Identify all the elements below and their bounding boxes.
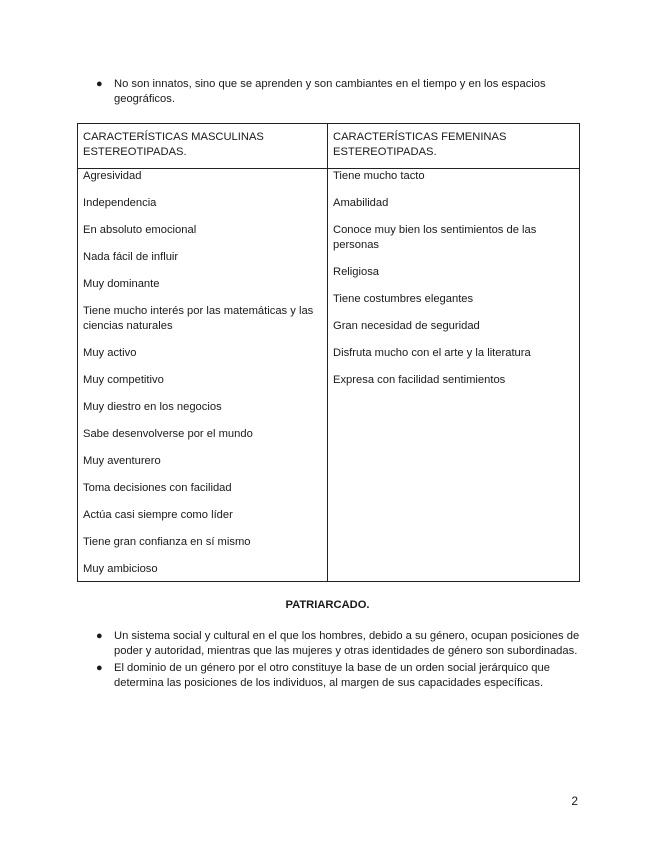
list-item: Independencia [83,197,157,209]
list-item: Sabe desenvolverse por el mundo [83,428,253,440]
stereotypes-table [77,123,580,582]
list-item: Muy aventurero [83,455,161,467]
table-header-row [78,124,580,169]
page-number: 2 [571,794,578,808]
masculine-list [83,169,322,577]
list-item: Expresa con facilidad sentimientos [333,374,506,386]
list-item: Tiene mucho interés por las matemáticas y las ciencias naturales [83,305,314,332]
bullet-text: El dominio de un género por el otro constituye la base de un orden social jerárquico que determina las posiciones de los individuos, al margen de sus capacidades específicas. [114,662,550,689]
list-item: Toma decisiones con facilidad [83,482,232,494]
list-item [96,629,586,659]
bullet-dot-icon: ● [96,78,103,90]
list-item: Muy dominante [83,278,160,290]
list-item: Religiosa [333,266,380,278]
list-item [96,661,586,691]
feminine-header: CARACTERÍSTICAS FEMENINAS ESTEREOTIPADAS. [328,124,580,169]
list-item: Muy diestro en los negocios [83,401,222,413]
list-item: Agresividad [83,170,142,182]
list-item: Tiene gran confianza en sí mismo [83,536,251,548]
intro-bullet-list [96,77,586,109]
feminine-list [333,169,574,388]
list-item: Gran necesidad de seguridad [333,320,480,332]
feminine-column [328,169,580,582]
bullet-text: Un sistema social y cultural en el que los hombres, debido a su género, ocupan posiciones de poder y autoridad, mientras que las mujeres y otras identidades de género son subordinadas. [114,630,580,657]
list-item: Actúa casi siempre como líder [83,509,233,521]
list-item: Nada fácil de influir [83,251,179,263]
list-item: Conoce muy bien los sentimientos de las personas [333,224,537,251]
list-item: Muy competitivo [83,374,164,386]
list-item: Tiene costumbres elegantes [333,293,474,305]
list-item: En absoluto emocional [83,224,197,236]
list-item: Disfruta mucho con el arte y la literatura [333,347,531,359]
masculine-column [78,169,328,582]
bullet-dot-icon: ● [96,630,103,642]
list-item: Amabilidad [333,197,389,209]
table-row [78,169,580,582]
list-item: Muy ambicioso [83,563,158,575]
section-title: PATRIARCADO. [285,599,370,611]
masculine-header: CARACTERÍSTICAS MASCULINAS ESTEREOTIPADAS. [78,124,328,169]
list-item [96,77,586,107]
patriarcado-bullet-list [96,629,586,693]
bullet-dot-icon: ● [96,662,103,674]
list-item: Tiene mucho tacto [333,170,425,182]
list-item: Muy activo [83,347,137,359]
bullet-text: No son innatos, sino que se aprenden y son cambiantes en el tiempo y en los espacios geográficos. [114,78,546,105]
